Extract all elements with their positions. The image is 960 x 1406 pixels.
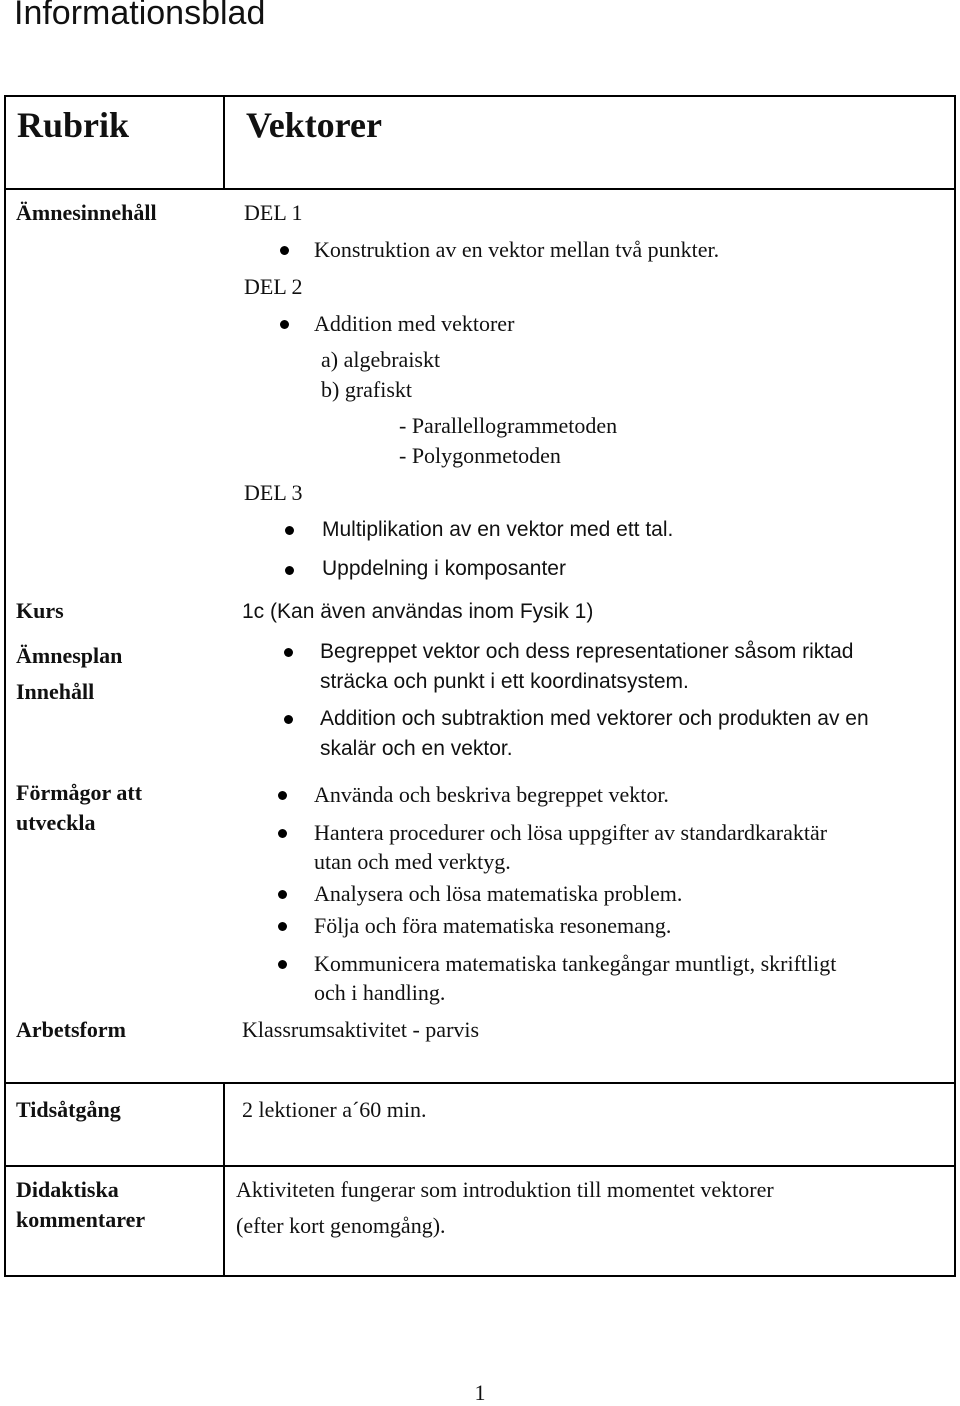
del2-item: Addition med vektorer (314, 311, 515, 336)
tidsatgang-value: 2 lektioner a´60 min. (242, 1097, 427, 1122)
row-divider (4, 1082, 956, 1084)
del3-item-2: Uppdelning i komposanter (322, 557, 566, 580)
innehall-label: Innehåll (16, 679, 95, 704)
bullet-icon (278, 791, 287, 800)
bullet-icon (278, 890, 287, 899)
bullet-icon (278, 922, 287, 931)
bullet-icon (284, 648, 293, 657)
bullet-icon (278, 829, 287, 838)
document-title: Informationsblad (14, 0, 266, 32)
header-value: Vektorer (246, 105, 382, 145)
formagor-item-2-line-1: Hantera procedurer och lösa uppgifter av standardkaraktär (314, 820, 828, 845)
del1-item: Konstruktion av en vektor mellan två punkter. (314, 237, 720, 262)
didaktiska-value-line-2: (efter kort genomgång). (236, 1213, 446, 1238)
didaktiska-value-line-1: Aktiviteten fungerar som introduktion till momentet vektorer (236, 1177, 774, 1202)
formagor-label-2: utveckla (16, 810, 96, 835)
del2-heading: DEL 2 (244, 274, 303, 299)
column-divider (223, 1082, 225, 1277)
didaktiska-label: Didaktiska (16, 1177, 119, 1202)
del2-sub-a: a) algebraiskt (321, 347, 441, 372)
column-divider (223, 95, 225, 190)
arbetsform-label: Arbetsform (16, 1017, 126, 1042)
row-divider (4, 188, 956, 190)
kurs-label: Kurs (16, 598, 64, 623)
header-label: Rubrik (17, 105, 130, 145)
del3-item-1: Multiplikation av en vektor med ett tal. (322, 518, 674, 541)
formagor-item-4: Följa och föra matematiska resonemang. (314, 913, 672, 938)
kurs-value: 1c (Kan även användas inom Fysik 1) (242, 600, 594, 623)
page-number: 1 (474, 1380, 486, 1405)
del2-sub-b: b) grafiskt (321, 377, 413, 402)
bullet-icon (278, 960, 287, 969)
amnesplan-item-1-line-1: Begreppet vektor och dess representationer såsom riktad (320, 640, 854, 663)
bullet-icon (280, 320, 289, 329)
didaktiska-label-2: kommentarer (16, 1207, 146, 1232)
formagor-item-1: Använda och beskriva begreppet vektor. (314, 782, 669, 807)
amnesplan-item-1-line-2: sträcka och punkt i ett koordinatsystem. (320, 670, 689, 693)
formagor-item-5-line-2: och i handling. (314, 980, 446, 1005)
bullet-icon (284, 715, 293, 724)
amnesplan-item-2-line-2: skalär och en vektor. (320, 737, 513, 760)
row-divider (4, 1165, 956, 1167)
del1-heading: DEL 1 (244, 200, 303, 225)
amnesinnehall-label: Ämnesinnehåll (16, 200, 157, 225)
amnesplan-label: Ämnesplan (16, 643, 123, 668)
del3-heading: DEL 3 (244, 480, 303, 505)
formagor-item-2-line-2: utan och med verktyg. (314, 849, 511, 874)
formagor-item-5-line-1: Kommunicera matematiska tankegångar muntligt, skriftligt (314, 951, 837, 976)
del2-sub-b2: - Polygonmetoden (399, 443, 561, 468)
formagor-label: Förmågor att (16, 780, 143, 805)
amnesplan-item-2-line-1: Addition och subtraktion med vektorer och produkten av en (320, 707, 869, 730)
bullet-icon (285, 526, 294, 535)
bullet-icon (285, 566, 294, 575)
tidsatgang-label: Tidsåtgång (16, 1097, 121, 1122)
del2-sub-b1: - Parallellogrammetoden (399, 413, 618, 438)
bullet-icon (280, 246, 289, 255)
arbetsform-value: Klassrumsaktivitet - parvis (242, 1017, 480, 1042)
formagor-item-3: Analysera och lösa matematiska problem. (314, 881, 683, 906)
